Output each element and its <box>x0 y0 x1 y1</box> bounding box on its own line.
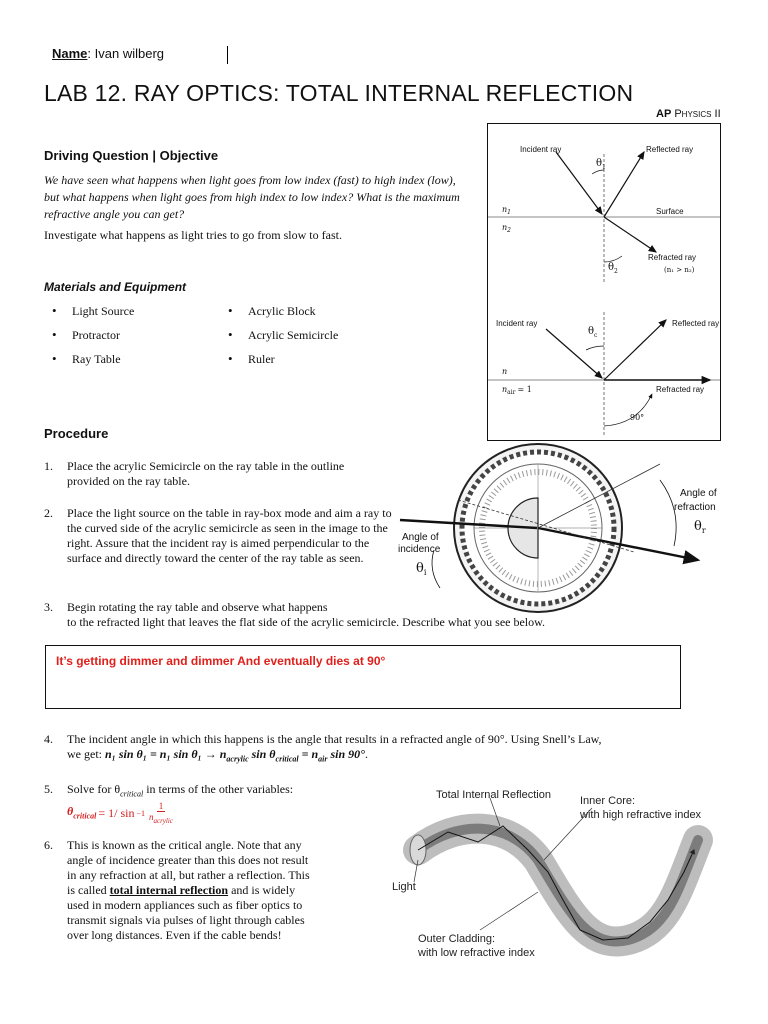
list-item: • Acrylic Semicircle <box>220 328 338 352</box>
cladding-label-a: Outer Cladding: <box>418 933 496 945</box>
tir-term: total internal reflection <box>109 883 229 897</box>
n2-label: $n_2$ <box>502 223 511 234</box>
ninety-arc <box>604 394 652 426</box>
condition-label: (n₁ > n₂) <box>664 266 695 274</box>
cladding-label-b: with low refractive index <box>418 947 535 959</box>
driving-question: We have seen what happens when light goes from low index (fast) to high index (low), but what happens when light goes from high index to low index? What is the maximum refractive angle you can get? <box>44 173 460 221</box>
step-number: 1. <box>44 459 53 473</box>
list-item: • Light Source <box>44 304 134 328</box>
step-line: is called total internal reflection and is widely <box>67 883 296 897</box>
angle-incidence-label-a: Angle of <box>402 532 439 543</box>
inner-core-label-b: with high refractive index <box>580 809 702 821</box>
answer-box[interactable] <box>45 645 681 709</box>
text-cursor <box>227 46 228 64</box>
theta-i-arc <box>432 550 440 588</box>
reflected-ray-1 <box>604 152 644 217</box>
theta-r-label: $\theta_r$ <box>694 519 706 535</box>
tir-title: Total Internal Reflection <box>436 789 551 801</box>
step-number: 6. <box>44 838 53 852</box>
step-number: 5. <box>44 782 53 796</box>
ninety-label: 90° <box>630 413 645 422</box>
angle-refraction-label-b: refraction <box>674 502 716 513</box>
page-title: LAB 12. RAY OPTICS: TOTAL INTERNAL REFLECTION <box>44 80 634 106</box>
list-item: • Ruler <box>220 352 338 376</box>
step-text: Solve for $\theta_{critical}$ in terms of the other variables: <box>67 782 294 799</box>
theta-r-arc <box>660 480 676 546</box>
theta2-label: $\theta_2$ <box>608 262 618 275</box>
list-item: • Protractor <box>44 328 134 352</box>
fiber-optic-svg <box>388 780 738 980</box>
critical-angle-answer[interactable]: $\theta_{critical}$ = 1/ sin −1 1 $n_{acrylic}$ <box>67 801 173 826</box>
incident-ray-2-label: Incident ray <box>496 319 538 328</box>
step-text: Place the light source on the table in ray-box mode and aim a ray to the curved side of the acrylic semicircle as seen in the image to the right. Assure that the incident ray is aimed perpendicular to the surface and directly toward the center of the ray table as seen. <box>67 506 392 565</box>
procedure-heading: Procedure <box>44 426 109 441</box>
thetac-arc <box>586 346 604 350</box>
surface-label: Surface <box>656 207 684 216</box>
angle-incidence-label-b: incidence <box>398 544 441 555</box>
angle-refraction-label-a: Angle of <box>680 488 717 499</box>
objective-heading: Driving Question | Objective <box>44 148 219 163</box>
ray-diagram-figure <box>487 123 721 441</box>
n-label: n <box>502 367 508 376</box>
name-label: Name <box>52 46 88 61</box>
name-value[interactable]: Ivan wilberg <box>94 46 165 61</box>
name-line: Name: Ivan wilberg <box>52 46 165 61</box>
step-number: 2. <box>44 506 53 520</box>
step-number: 4. <box>44 732 53 746</box>
fiber-optic-figure <box>388 780 738 980</box>
step-line: This is known as the critical angle. Note that any <box>67 838 302 852</box>
step-line: angle of incidence greater than this does not result <box>67 853 309 867</box>
step-line: over long distances. Even if the cable bends! <box>67 928 282 942</box>
course-rest: Physics II <box>674 108 721 120</box>
materials-list-left <box>44 304 134 376</box>
cladding-pointer <box>480 892 538 930</box>
thetac-label: $\theta_c$ <box>588 326 598 339</box>
refracted-ray-label: Refracted ray <box>648 253 697 262</box>
ray-diagram-svg <box>488 124 720 440</box>
list-item: • Ray Table <box>44 352 134 376</box>
list-item: • Acrylic Block <box>220 304 338 328</box>
snells-law-equation: n₁ sin θ₁ = n₁ $\sin \theta_1 \to n_{acrylic}$ $\sin \theta_{critical} = n_{air}$ sin 90° <box>105 747 365 764</box>
materials-list-right <box>220 304 338 376</box>
course-label <box>656 108 721 120</box>
course-ab: AP <box>656 108 672 120</box>
reflected-ray-2 <box>604 320 666 380</box>
step-text-b: to the refracted light that leaves the flat side of the acrylic semicircle. Describe what you see below. <box>67 615 546 629</box>
refracted-ray-1 <box>604 217 656 252</box>
ray-table-svg <box>398 440 728 616</box>
step-text: Place the acrylic Semicircle on the ray table in the outline provided on the ray table. <box>67 459 345 488</box>
n1-label: $n_1$ <box>502 205 511 216</box>
inner-core-label-a: Inner Core: <box>580 795 636 807</box>
ray-table-figure <box>398 440 728 616</box>
refracted-ray-2-label: Refracted ray <box>656 385 705 394</box>
light-label: Light <box>392 881 416 893</box>
investigate-text: Investigate what happens as light tries to go from slow to fast. <box>44 228 342 242</box>
step-number: 3. <box>44 600 53 614</box>
step-text-a: Begin rotating the ray table and observe what happens <box>67 600 328 614</box>
theta-i-label: $\theta_i$ <box>416 561 427 577</box>
step-line: in any refraction at all, but rather a reflection. This <box>67 868 310 882</box>
nair-label: $n_{air} = 1$ <box>502 385 532 396</box>
answer-text[interactable]: It’s getting dimmer and dimmer And eventually dies at 90° <box>56 654 386 668</box>
materials-heading: Materials and Equipment <box>44 280 187 294</box>
theta1-label: $\theta_1$ <box>596 158 606 171</box>
step-line: transmit signals via pulses of light through cables <box>67 913 305 927</box>
step-text-2: we get: <box>67 747 102 761</box>
step-text: The incident angle in which this happens is the angle that results in a refracted angle of 90°. Using Snell’s Law, <box>67 732 602 746</box>
reflected-ray-label: Reflected ray <box>646 145 694 154</box>
incident-ray-label: Incident ray <box>520 145 562 154</box>
step-line: used in modern appliances such as fiber optics to <box>67 898 303 912</box>
reflected-ray-2-label: Reflected ray <box>672 319 720 328</box>
